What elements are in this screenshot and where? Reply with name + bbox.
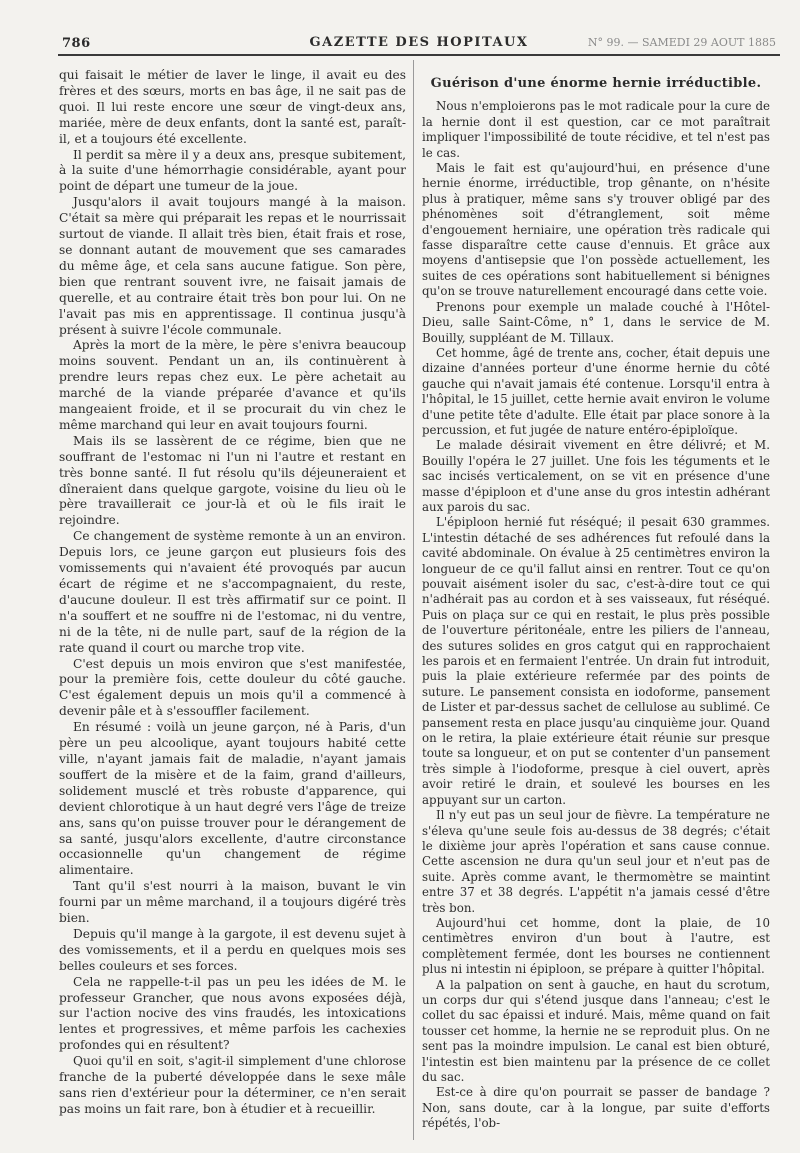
paragraph: Est-ce à dire qu'on pourrait se passer de bandage ? Non, sans doute, car à la longue, par suite d'efforts répétés, l'ob-: [422, 1085, 770, 1131]
page-header: [58, 32, 780, 56]
paragraph: C'est depuis un mois environ que s'est manifestée, pour la première fois, cette douleur du côté gauche. C'est également depuis un mois qu'il a commencé à devenir pâle et à s'essouffler facilement.: [59, 656, 406, 719]
paragraph: Nous n'emploierons pas le mot radicale pour la cure de la hernie dont il est question, car ce mot paraîtrait impliquer l'impossibilité de toute récidive, et tel n'est pas le cas.: [422, 99, 770, 160]
paragraph: Il n'y eut pas un seul jour de fièvre. La température ne s'éleva qu'une seule fois au-dessus de 38 degrés; c'était le dixième jour après l'opération et sans cause connue. Cette ascension ne dura qu'un seul jour et n'eut pas de suite. Après comme avant, le thermomètre se maintint entre 37 et 38 degrés. L'appétit n'a jamais cessé d'être très bon.: [422, 808, 770, 915]
paragraph: Mais le fait est qu'aujourd'hui, en présence d'une hernie énorme, irréductible, trop gênante, on n'hésite plus à pratiquer, même sans s'y trouver obligé par des phénomènes soit d'étranglement, soit même d'engouement herniaire, une opération très radicale qui fasse disparaître cette cause d'ennuis. Et grâce aux moyens d'antisepsie que l'on possède actuellement, les suites de ces opérations sont habituellement si bénignes qu'on se trouve naturellement encouragé dans cette voie.: [422, 161, 770, 299]
paragraph: qui faisait le métier de laver le linge, il avait eu des frères et des sœurs, morts en bas âge, il ne sait pas de quoi. Il lui reste encore une sœur de vingt-deux ans, mariée, mère de deux enfants, dont la santé est, paraît-il, et a toujours été excellente.: [59, 68, 406, 146]
paragraph: Cela ne rappelle-t-il pas un peu les idées de M. le professeur Grancher, que nous avons exposées déjà, sur l'action nocive des vins fraudés, les intoxications lentes et progressives, et même parfois les cachexies profondes qui en résultent?: [59, 974, 406, 1053]
paragraph: A la palpation on sent à gauche, en haut du scrotum, un corps dur qui s'étend jusque dans l'anneau; c'est le collet du sac épaissi et induré. Mais, même quand on fait tousser cet homme, la hernie ne se reproduit plus. On ne sent pas la moindre impulsion. Le canal est bien obturé, l'intestin est bien maintenu par la présence de ce collet du sac.: [422, 977, 770, 1084]
paragraph: Aujourd'hui cet homme, dont la plaie, de 10 centimètres environ d'un bout à l'autre, est complètement fermée, dont les bourses ne contiennent plus ni intestin ni épiploon, se prépare à quitter l'hôpital.: [422, 915, 770, 977]
paragraph: Il perdit sa mère il y a deux ans, presque subitement, à la suite d'une hémorrhagie considérable, ayant pour point de départ une tumeur de la joue.: [59, 147, 406, 194]
paragraph: Depuis qu'il mange à la gargote, il est devenu sujet à des vomissements, et il a perdu en quelques mois ses belles couleurs et ses forces.: [59, 926, 406, 973]
paragraph: L'épiploon hernié fut réséqué; il pesait 630 grammes. L'intestin détaché de ses adhérences fut refoulé dans la cavité abdominale. On évalue à 25 centimètres environ la longueur de ce qu'il fallut ainsi en rentrer. Tout ce qu'on pouvait aisément isoler du sac, c'est-à-dire tout ce qui n'adhérait pas au cordon et à ses vaisseaux, fut réséqué. Puis on plaça sur ce qui en restait, le plus près possible de l'ouverture péritonéale, entre les piliers de l'anneau, des sutures solides en gros catgut qui en rapprochaient les parois et en fermaient l'entrée. Un drain fut introduit, puis la plaie extérieure refermée par des points de suture. Le pansement consista en iodoforme, pansement de Lister et par-dessus sachet de cellulose au sublimé. Ce pansement resta en place jusqu'au cinquième jour. Quand on le retira, la plaie extérieure était réunie sur presque toute sa longueur, et on put se contenter d'un pansement très simple à l'iodoforme, presque à ciel ouvert, après avoir retiré le drain, et soulevé les bourses en les appuyant sur un carton.: [422, 515, 770, 807]
article-title: Guérison d'une énorme hernie irréductible.: [430, 76, 762, 91]
paragraph: Mais ils se lassèrent de ce régime, bien que ne souffrant de l'estomac ni l'un ni l'autre et restant en très bonne santé. Il fut résolu qu'ils déjeuneraient et dîneraient dans quelque gargote, voisine du lieu où le père travaillerait ce jour-là et où le fils irait le rejoindre.: [59, 433, 406, 528]
paragraph: Jusqu'alors il avait toujours mangé à la maison. C'était sa mère qui préparait les repas et le nourrissait surtout de viande. Il allait très bien, était frais et rose, se donnant autant de mouvement que ses camarades du même âge, et cela sans aucune fatigue. Son père, bien que rentrant souvent ivre, ne faisait jamais de querelle, et au contraire était très bon pour lui. On ne l'avait pas mis en apprentissage. Il continua jusqu'à présent à suivre l'école communale.: [59, 195, 406, 337]
paragraph: Ce changement de système remonte à un an environ. Depuis lors, ce jeune garçon eut plusieurs fois des vomissements qui n'avaient été provoqués par aucun écart de régime et ne s'accompagnaient, du reste, d'aucune douleur. Il est très affirmatif sur ce point. Il n'a souffert et ne souffre ni de l'estomac, ni du ventre, ni de la tête, ni de nulle part, sauf de la région de la rate quand il court ou marche trop vite.: [59, 529, 406, 655]
journal-title: GAZETTE DES HOPITAUX: [309, 35, 529, 50]
paragraph: Le malade désirait vivement en être délivré; et M. Bouilly l'opéra le 27 juillet. Une fois les téguments et le sac incisés verticalement, on se vit en présence d'une masse d'épiploon et d'une anse du gros intestin adhérant aux parois du sac.: [422, 438, 770, 514]
column-divider: [413, 60, 414, 1140]
paragraph: Prenons pour exemple un malade couché à l'Hôtel-Dieu, salle Saint-Côme, n° 1, dans le service de M. Bouilly, suppléant de M. Tillaux.: [422, 299, 770, 345]
paragraph: Cet homme, âgé de trente ans, cocher, était depuis une dizaine d'années porteur d'une énorme hernie du côté gauche qui n'avait jamais été contenue. Lorsqu'il entra à l'hôpital, le 15 juillet, cette hernie avait environ le volume d'une petite tête d'adulte. Elle était par place sonore à la percussion, et fut jugée de nature entéro-épiploïque.: [422, 345, 770, 437]
left-column: [59, 68, 406, 1118]
right-column: [422, 68, 770, 1132]
paragraph: Tant qu'il s'est nourri à la maison, buvant le vin fourni par un même marchand, il a toujours digéré très bien.: [59, 879, 406, 926]
paragraph: En résumé : voilà un jeune garçon, né à Paris, d'un père un peu alcoolique, ayant toujours habité cette ville, n'ayant jamais fait de maladie, n'ayant jamais souffert de la misère et de la faim, grand d'ailleurs, solidement musclé et très robuste d'apparence, qui devient chlorotique à un haut degré vers l'âge de treize ans, sans qu'on puisse trouver pour le dérangement de sa santé, jusqu'alors excellente, d'autre circonstance occasionnelle qu'un changement de régime alimentaire.: [59, 720, 406, 878]
issue-info: N° 99. — SAMEDI 29 AOUT 1885: [587, 36, 776, 49]
page-number: 786: [62, 36, 91, 51]
paragraph: Après la mort de la mère, le père s'enivra beaucoup moins souvent. Pendant un an, ils continuèrent à prendre leurs repas chez eux. Le père achetait au marché de la viande préparée d'avance et qu'ils mangeaient froide, et il se procurait du vin chez le même marchand qui leur en avait toujours fourni.: [59, 338, 406, 432]
paragraph: Quoi qu'il en soit, s'agit-il simplement d'une chlorose franche de la puberté développée dans le sexe mâle sans rien d'extérieur pour la déterminer, ce n'en serait pas moins un fait rare, bon à étudier et à recueillir.: [59, 1054, 406, 1116]
